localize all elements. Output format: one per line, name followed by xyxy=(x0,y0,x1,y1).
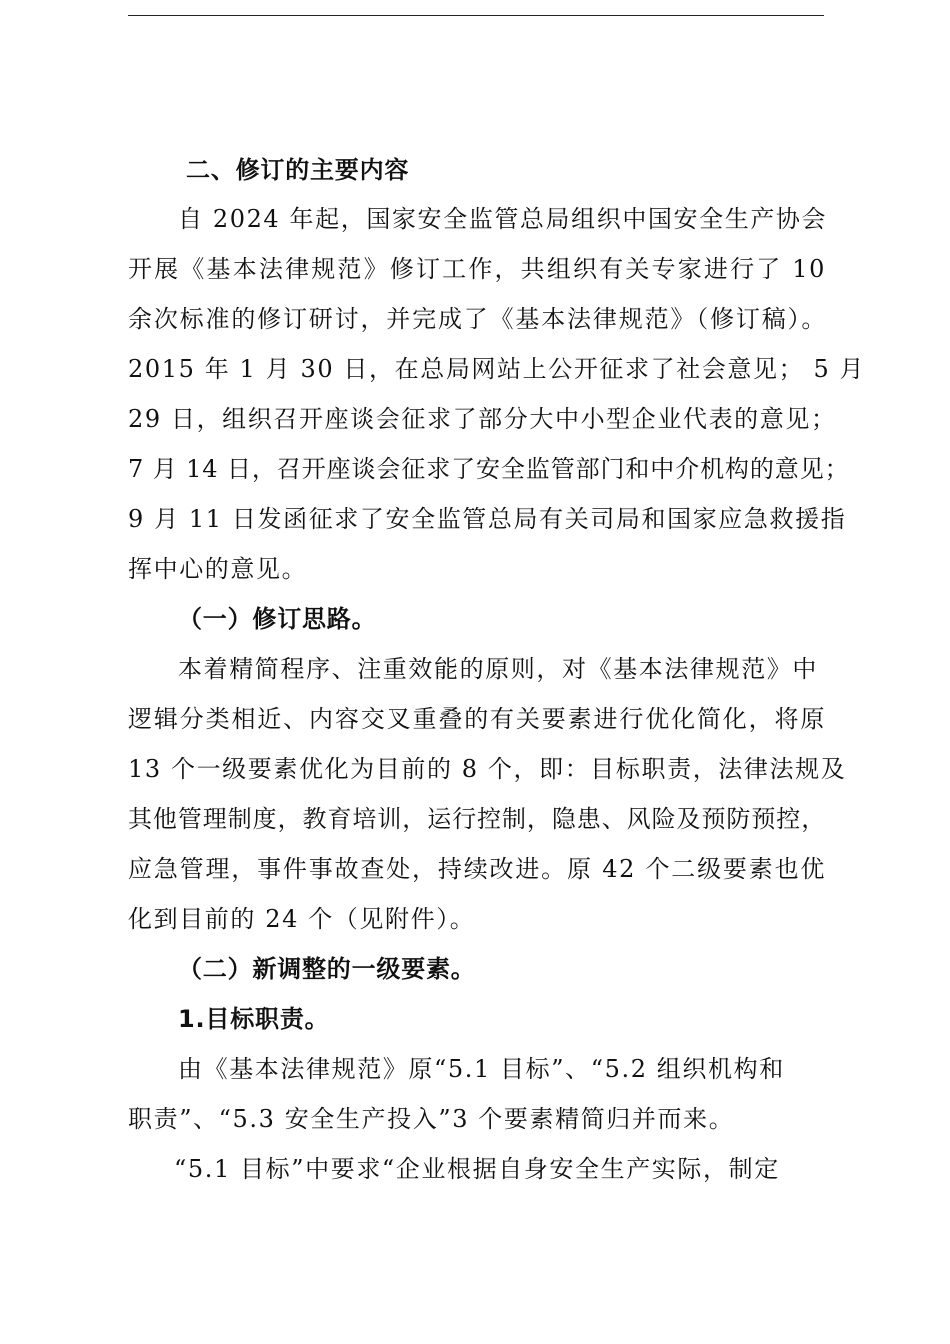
paragraph-line: 29 日，组织召开座谈会征求了部分大中小型企业代表的意见； xyxy=(128,405,837,433)
paragraph-line: 余次标准的修订研讨，并完成了《基本法律规范》（修订稿）。 xyxy=(128,305,826,333)
item-heading: 1.目标职责。 xyxy=(178,1005,330,1033)
paragraph-line: 职责”、“5.3 安全生产投入”3 个要素精简归并而来。 xyxy=(128,1105,735,1133)
paragraph-line: 7 月 14 日，召开座谈会征求了安全监管部门和中介机构的意见； xyxy=(128,455,850,483)
paragraph-line: 应急管理，事件事故查处，持续改进。原 42 个二级要素也优 xyxy=(128,855,826,883)
paragraph-line: 化到目前的 24 个（见附件）。 xyxy=(128,905,476,933)
paragraph-line: 本着精简程序、注重效能的原则，对《基本法律规范》中 xyxy=(178,655,818,683)
section-heading: 二、修订的主要内容 xyxy=(186,156,410,184)
paragraph-line: 其他管理制度，教育培训，运行控制，隐患、风险及预防预控， xyxy=(128,805,826,833)
paragraph-line: 由《基本法律规范》原“5.1 目标”、“5.2 组织机构和 xyxy=(178,1055,785,1083)
paragraph-line: 9 月 11 日发函征求了安全监管总局有关司局和国家应急救援指 xyxy=(128,505,847,533)
subsection-heading: （一）修订思路。 xyxy=(178,605,377,633)
paragraph-line: 13 个一级要素优化为目前的 8 个，即：目标职责，法律法规及 xyxy=(128,755,847,783)
paragraph-line: “5.1 目标”中要求“企业根据自身安全生产实际，制定 xyxy=(174,1155,780,1183)
header-rule xyxy=(128,15,824,16)
paragraph-line: 逻辑分类相近、内容交叉重叠的有关要素进行优化简化，将原 xyxy=(128,705,826,733)
paragraph-line: 2015 年 1 月 30 日，在总局网站上公开征求了社会意见； 5 月 xyxy=(128,355,866,383)
paragraph-line: 开展《基本法律规范》修订工作，共组织有关专家进行了 10 xyxy=(128,255,826,283)
subsection-heading: （二）新调整的一级要素。 xyxy=(178,955,476,983)
paragraph-line: 挥中心的意见。 xyxy=(128,555,308,583)
paragraph-line: 自 2024 年起，国家安全监管总局组织中国安全生产协会 xyxy=(178,205,828,233)
